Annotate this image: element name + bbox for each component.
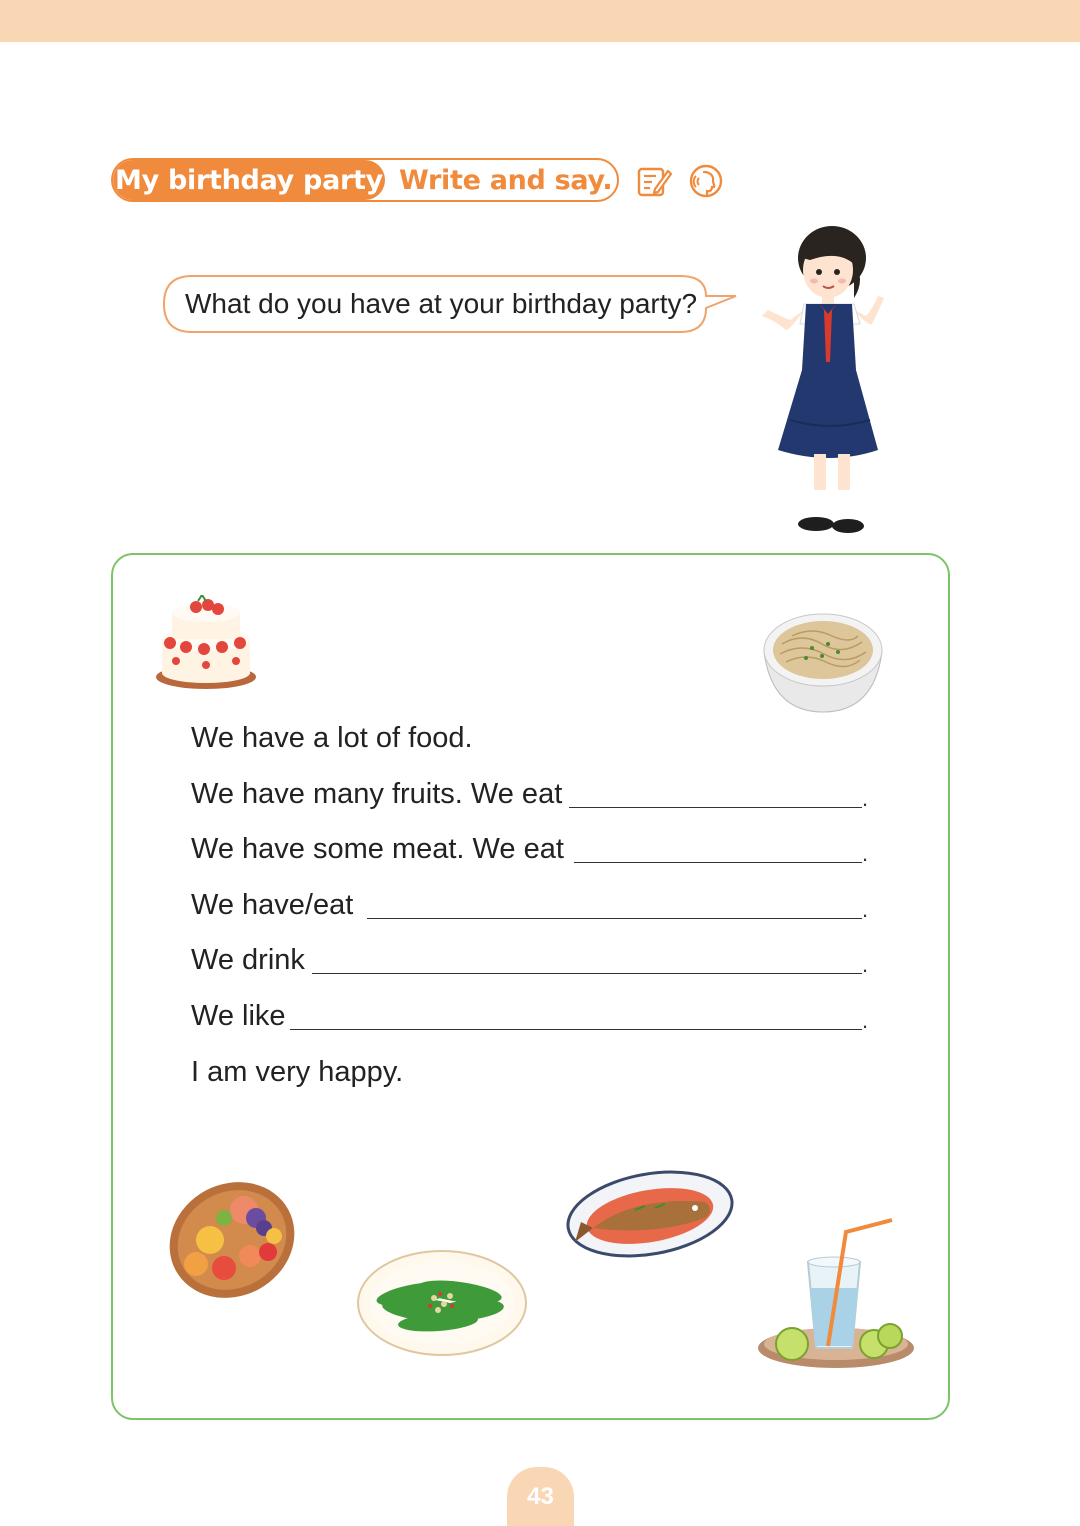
lesson-title: My birthday party [113, 160, 385, 200]
sentence-6-period: . [862, 1008, 869, 1033]
fruit-platter-image [164, 1178, 300, 1302]
sentence-3: We have some meat. We eat [191, 833, 564, 865]
answer-blank-like[interactable] [290, 1029, 862, 1030]
sentence-7: I am very happy. [191, 1056, 404, 1088]
girl-illustration [750, 220, 890, 550]
task-instruction: Write and say. [399, 164, 613, 196]
noodles-bowl-image [762, 608, 884, 716]
answer-blank-meat[interactable] [574, 862, 862, 863]
answer-blank-fruits[interactable] [569, 807, 862, 808]
sentence-2: We have many fruits. We eat [191, 778, 563, 810]
fish-dish-image [565, 1166, 735, 1262]
sentence-3-period: . [862, 841, 869, 866]
page-number: 43 [507, 1467, 574, 1526]
speak-icon [688, 163, 724, 199]
sentence-4: We have/eat [191, 889, 354, 921]
answer-blank-have-eat[interactable] [367, 918, 862, 919]
sentence-5: We drink [191, 944, 305, 976]
section-title [111, 158, 619, 202]
sentence-5-period: . [862, 952, 869, 977]
speech-question: What do you have at your birthday party? [185, 288, 698, 319]
answer-blank-drink[interactable] [312, 973, 862, 974]
glass-of-water-image [756, 1218, 916, 1374]
green-vegetables-image [356, 1248, 528, 1358]
top-band [0, 0, 1080, 42]
sentence-6: We like [191, 1000, 286, 1032]
sentence-4-period: . [862, 897, 869, 922]
sentence-2-period: . [862, 786, 869, 811]
write-icon [636, 163, 672, 199]
sentence-1: We have a lot of food. [191, 722, 473, 754]
birthday-cake-image [156, 595, 260, 693]
